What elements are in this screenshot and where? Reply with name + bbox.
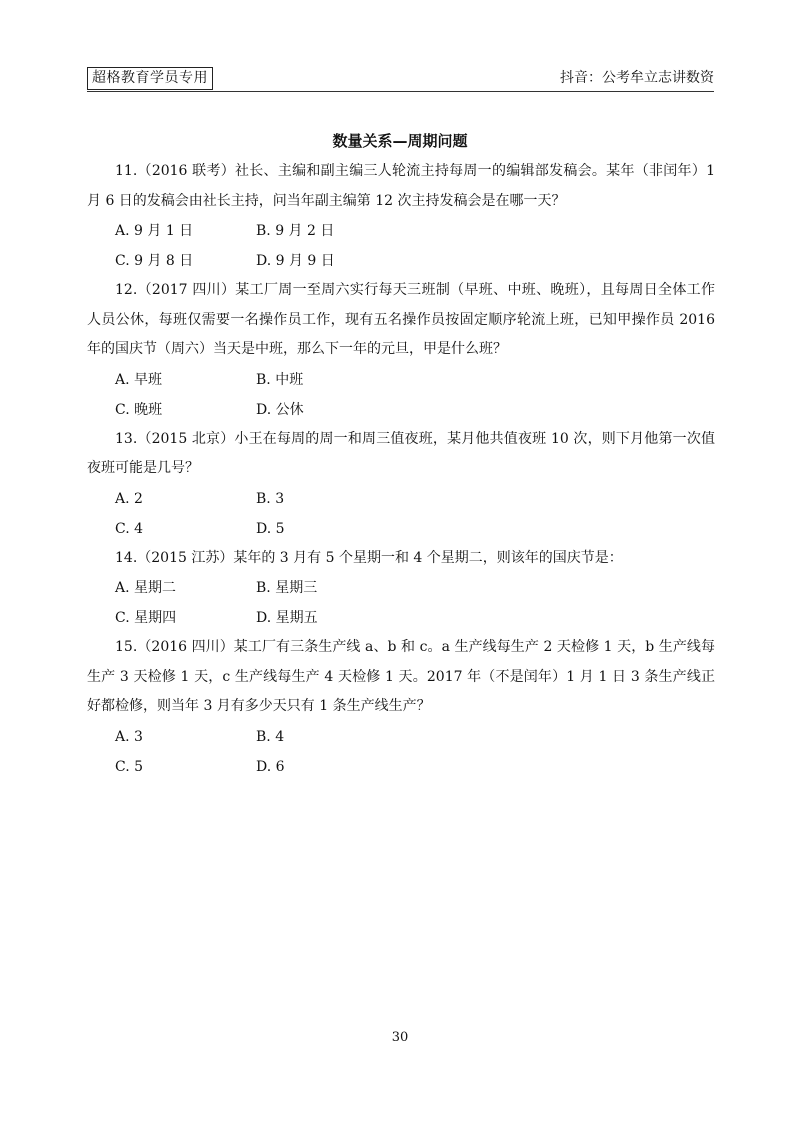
page-title: 数量关系—周期问题 [332,132,468,150]
question-text: 12.（2017 四川）某工厂周一至周六实行每天三班制（早班、中班、晚班），且每周日全体工作人员公休，每班仅需要一名操作员工作，现有五名操作员按固定顺序轮流上班，已知甲操作员 2016 年的国庆节（周六）当天是中班，那么下一年的元旦，甲是什么班？ [87,282,715,357]
option-row [87,752,715,782]
option-row [87,216,715,246]
option-d: D. 6 [256,758,285,775]
option-d: D. 星期五 [256,610,318,626]
option-a: A. 早班 [115,371,163,388]
option-c: C. 晚班 [115,401,163,418]
option-row [87,395,715,425]
question-12 [87,276,715,425]
question-text: 11.（2016 联考）社长、主编和副主编三人轮流主持每周一的编辑部发稿会。某年（非闰年）1 月 6 日的发稿会由社长主持，问当年副主编第 12 次主持发稿会是在哪一天？ [87,163,715,209]
question-13 [87,425,715,544]
option-row [87,484,715,514]
option-a: A. 2 [115,490,143,507]
option-row [87,573,715,603]
option-b: B. 星期三 [256,580,318,596]
option-c: C. 星期四 [115,610,177,626]
option-d: D. 9 月 9 日 [256,253,335,269]
option-a: A. 9 月 1 日 [115,223,194,239]
question-15 [87,633,715,782]
header-badge: 超格教育学员专用 [87,67,213,90]
question-text: 13.（2015 北京）小王在每周的周一和周三值夜班，某月他共值夜班 10 次，则下月他第一次值夜班可能是几号？ [87,430,715,476]
question-text: 15.（2016 四川）某工厂有三条生产线 a、b 和 c。a 生产线每生产 2 天检修 1 天，b 生产线每生产 3 天检修 1 天，c 生产线每生产 4 天检修 1 天。2017 年（不是闰年）1 月 1 日 3 条生产线正好都检修，则当年 3 月有多少天只有 1 条生产线生产？ [87,639,715,714]
question-list [87,157,715,782]
option-d: D. 5 [256,520,285,537]
option-row [87,603,715,633]
option-c: C. 5 [115,758,144,775]
header-divider [87,91,714,92]
question-14 [87,544,715,634]
option-row [87,722,715,752]
question-text: 14.（2015 江苏）某年的 3 月有 5 个星期一和 4 个星期二，则该年的国庆节是： [115,549,623,566]
option-d: D. 公休 [256,401,304,418]
option-row [87,514,715,544]
option-row [87,365,715,395]
option-b: B. 4 [256,728,285,745]
question-11 [87,157,715,276]
header-source: 抖音：公考牟立志讲数资 [560,70,714,86]
option-c: C. 4 [115,520,144,537]
option-b: B. 3 [256,490,285,507]
option-b: B. 中班 [256,371,304,388]
option-b: B. 9 月 2 日 [256,223,335,239]
option-a: A. 3 [115,728,143,745]
option-a: A. 星期二 [115,580,177,596]
option-c: C. 9 月 8 日 [115,253,194,269]
page-number: 30 [391,1030,409,1045]
option-row [87,246,715,276]
